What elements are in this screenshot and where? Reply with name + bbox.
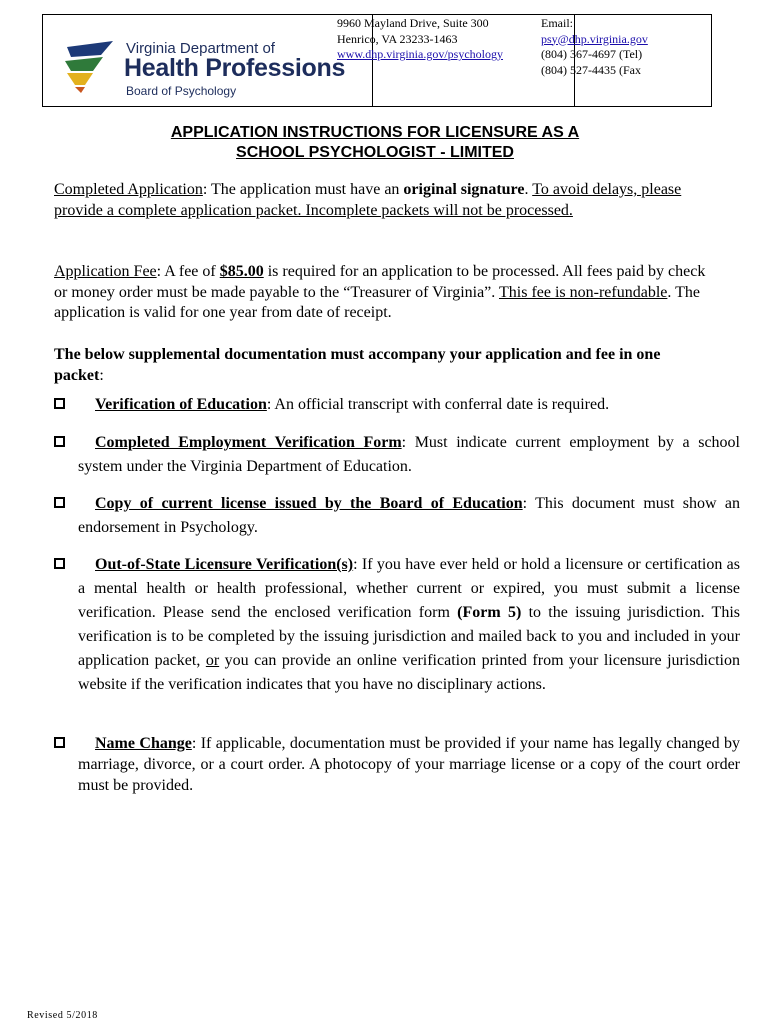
completed-application-paragraph	[54, 180, 714, 221]
original-signature: original signature	[403, 181, 525, 198]
application-fee-label: Application Fee	[54, 263, 157, 280]
item-text: : Must indicate current employment by a school system under the Virginia Department of Education.	[78, 434, 740, 475]
supplemental-bold: The below supplemental documentation must accompany your application and fee in one packet	[54, 346, 661, 384]
item-text: to the issuing jurisdiction. This verification is to be completed by the issuing jurisdiction and mailed back to you and included in your application packet,	[78, 604, 740, 669]
address-street: 9960 Mayland Drive, Suite 300	[337, 16, 489, 30]
checklist-item	[54, 393, 716, 417]
non-refundable-notice: This fee is non-refundable	[499, 283, 668, 301]
page-title	[60, 123, 690, 163]
item-text: : If you have ever held or hold a licensure or certification as a mental health or health professional, whether current or expired, you must submit a license verification. Please send the enclosed verification form	[78, 556, 740, 621]
item-text: : An official transcript with conferral date is required.	[266, 396, 610, 413]
telephone: (804) 367-4697 (Tel)	[541, 47, 643, 61]
application-fee-paragraph	[54, 262, 714, 324]
checkbox[interactable]	[54, 436, 65, 447]
completed-application-text: .	[524, 181, 533, 198]
item-label: Name Change	[95, 735, 192, 752]
checkbox[interactable]	[54, 737, 65, 748]
form-5-reference: (Form 5)	[457, 604, 522, 621]
logo-line2: Health Professions	[124, 54, 346, 82]
item-text: : This document must show an endorsement in Psychology.	[78, 495, 740, 536]
application-fee-text: : A fee of	[156, 263, 220, 280]
revision-date: Revised 5/2018	[27, 1010, 98, 1021]
fee-amount: $85.00	[219, 263, 264, 280]
title-line2: SCHOOL PSYCHOLOGIST - LIMITED	[236, 144, 514, 161]
logo-line1: Virginia Department of	[126, 40, 275, 57]
checkbox[interactable]	[54, 558, 65, 569]
item-text: : If applicable, documentation must be provided if your name has legally changed by marriage, divorce, or a court order. A photocopy of your marriage license or a copy of the court order must be provided.	[78, 735, 740, 794]
item-label: Completed Employment Verification Form	[95, 434, 402, 451]
completed-application-label: Completed Application	[54, 181, 203, 198]
fax: (804) 527-4435 (Fax	[541, 62, 641, 77]
address-city: Henrico, VA 23233-1463	[337, 31, 458, 46]
dhp-logo	[61, 35, 361, 101]
dhp-logo-icon	[61, 41, 119, 93]
checklist-item	[54, 553, 740, 697]
email-link[interactable]: psy@dhp.virginia.gov	[541, 31, 648, 46]
item-label: Copy of current license issued by the Board of Education	[95, 495, 523, 512]
application-fee-text: . The application is valid for one year from date of receipt.	[54, 283, 700, 321]
logo-line3: Board of Psychology	[126, 84, 237, 98]
title-line1: APPLICATION INSTRUCTIONS FOR LICENSURE AS A	[170, 124, 580, 141]
contact-info	[541, 16, 648, 78]
item-text: you can provide an online verification printed from your licensure jurisdiction website if the verification indicates that you have no disciplinary actions.	[78, 652, 740, 693]
checklist-item	[54, 492, 740, 540]
application-fee-text: is required for an application to be processed. All fees paid by check or money order must be made payable to the “Treasurer of Virginia”.	[54, 263, 706, 301]
checkbox[interactable]	[54, 497, 65, 508]
checklist-item	[54, 431, 740, 479]
mailing-address	[337, 16, 503, 63]
email-label: Email:	[541, 16, 573, 30]
supplemental-heading	[54, 345, 704, 386]
checklist-item	[54, 733, 740, 796]
checkbox[interactable]	[54, 398, 65, 409]
or-emphasis: or	[205, 652, 220, 669]
supplemental-colon: :	[99, 366, 104, 384]
completed-application-text: : The application must have an	[202, 181, 404, 198]
complete-packet-notice: To avoid delays, please provide a complete application packet. Incomplete packets will not be processed.	[54, 181, 682, 219]
item-label: Out-of-State Licensure Verification(s)	[95, 556, 354, 573]
item-label: Verification of Education	[95, 396, 267, 413]
website-link[interactable]: www.dhp.virginia.gov/psychology	[337, 47, 503, 61]
